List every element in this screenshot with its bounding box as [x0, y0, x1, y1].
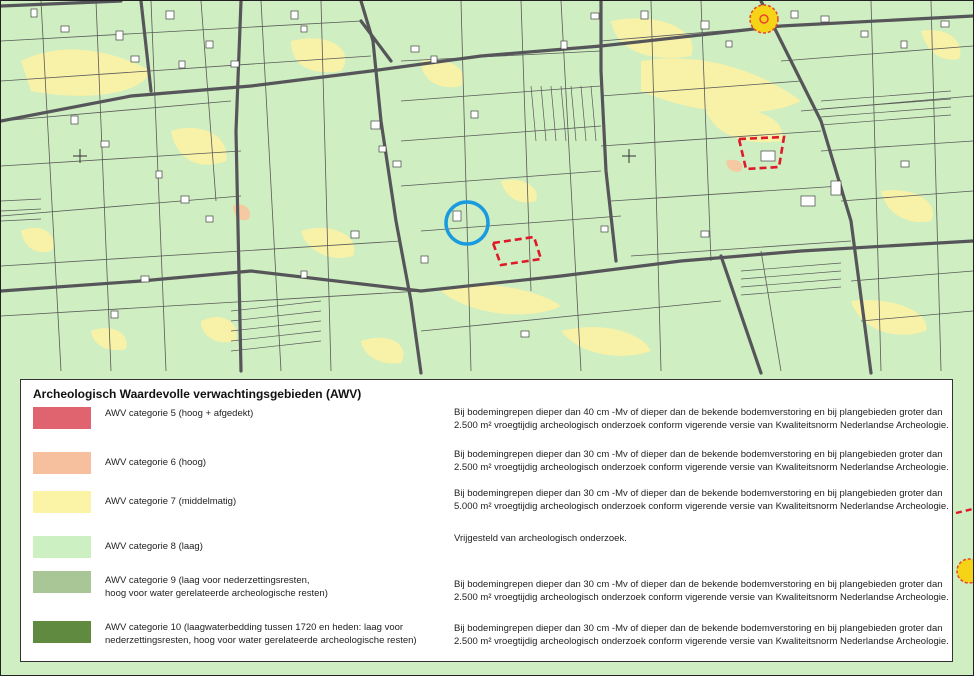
legend-label-line: AWV categorie 10 (laagwaterbedding tussen 1720 en heden: laag voor: [105, 622, 404, 633]
legend-item: [21, 488, 952, 528]
legend-label-line: AWV categorie 5 (hoog + afgedekt): [105, 408, 254, 419]
legend-label-line: AWV categorie 7 (middelmatig): [105, 496, 237, 507]
legend-desc-line: 2.500 m² vroegtijdig archeologisch onderzoek conform vigerende versie van Kwaliteitsnorm Nederlandse Archeologie.: [454, 635, 949, 647]
legend-desc-line: Bij bodemingrepen dieper dan 30 cm -Mv of dieper dan de bekende bodemverstoring en bij plangebieden groter dan: [454, 579, 943, 590]
legend-description: [454, 488, 949, 513]
legend-swatch: [33, 491, 91, 513]
legend-item: [21, 449, 952, 489]
legend-item: [21, 618, 952, 658]
legend-label: [105, 541, 435, 554]
legend-description: [454, 533, 949, 546]
legend-desc-line: 2.500 m² vroegtijdig archeologisch onderzoek conform vigerende versie van Kwaliteitsnorm Nederlandse Archeologie.: [454, 419, 949, 431]
legend-desc-line: 5.000 m² vroegtijdig archeologisch onderzoek conform vigerende versie van Kwaliteitsnorm Nederlandse Archeologie.: [454, 500, 949, 512]
legend-label: [105, 575, 435, 600]
legend-label-line: AWV categorie 6 (hoog): [105, 457, 207, 468]
legend-label: [105, 496, 435, 509]
legend-label: [105, 622, 435, 647]
legend-desc-line: Bij bodemingrepen dieper dan 30 cm -Mv of dieper dan de bekende bodemverstoring en bij plangebieden groter dan: [454, 623, 943, 634]
legend-desc-line: Bij bodemingrepen dieper dan 30 cm -Mv of dieper dan de bekende bodemverstoring en bij plangebieden groter dan: [454, 488, 943, 499]
legend-swatch: [33, 571, 91, 593]
legend-description: [454, 449, 949, 474]
legend-swatch: [33, 621, 91, 643]
legend-description: [454, 579, 949, 604]
legend-desc-line: Vrijgesteld van archeologisch onderzoek.: [454, 533, 627, 544]
legend-label-line: nederzettingsresten, hoog voor water gerelateerde archeologische resten): [105, 634, 417, 646]
legend-label: [105, 408, 435, 421]
legend-label-line: AWV categorie 9 (laag voor nederzettingsresten,: [105, 575, 310, 586]
legend-swatch: [33, 536, 91, 558]
legend-desc-line: Bij bodemingrepen dieper dan 40 cm -Mv of dieper dan de bekende bodemverstoring en bij plangebieden groter dan: [454, 407, 943, 418]
legend-description: [454, 623, 949, 648]
legend-desc-line: 2.500 m² vroegtijdig archeologisch onderzoek conform vigerende versie van Kwaliteitsnorm Nederlandse Archeologie.: [454, 591, 949, 603]
legend-label: [105, 457, 435, 470]
legend-swatch: [33, 407, 91, 429]
legend-label-line: AWV categorie 8 (laag): [105, 541, 203, 552]
legend-title: Archeologisch Waardevolle verwachtingsgebieden (AWV): [33, 387, 362, 401]
legend-item: [21, 533, 952, 573]
point-marker-icon: [750, 5, 778, 33]
legend-item: [21, 568, 952, 608]
legend-item: [21, 407, 952, 447]
legend-swatch: [33, 452, 91, 474]
legend-desc-line: Bij bodemingrepen dieper dan 30 cm -Mv of dieper dan de bekende bodemverstoring en bij plangebieden groter dan: [454, 449, 943, 460]
legend-panel: [20, 379, 953, 662]
legend-desc-line: 2.500 m² vroegtijdig archeologisch onderzoek conform vigerende versie van Kwaliteitsnorm Nederlandse Archeologie.: [454, 461, 949, 473]
legend-label-line: hoog voor water gerelateerde archeologische resten): [105, 587, 328, 599]
legend-description: [454, 407, 949, 432]
